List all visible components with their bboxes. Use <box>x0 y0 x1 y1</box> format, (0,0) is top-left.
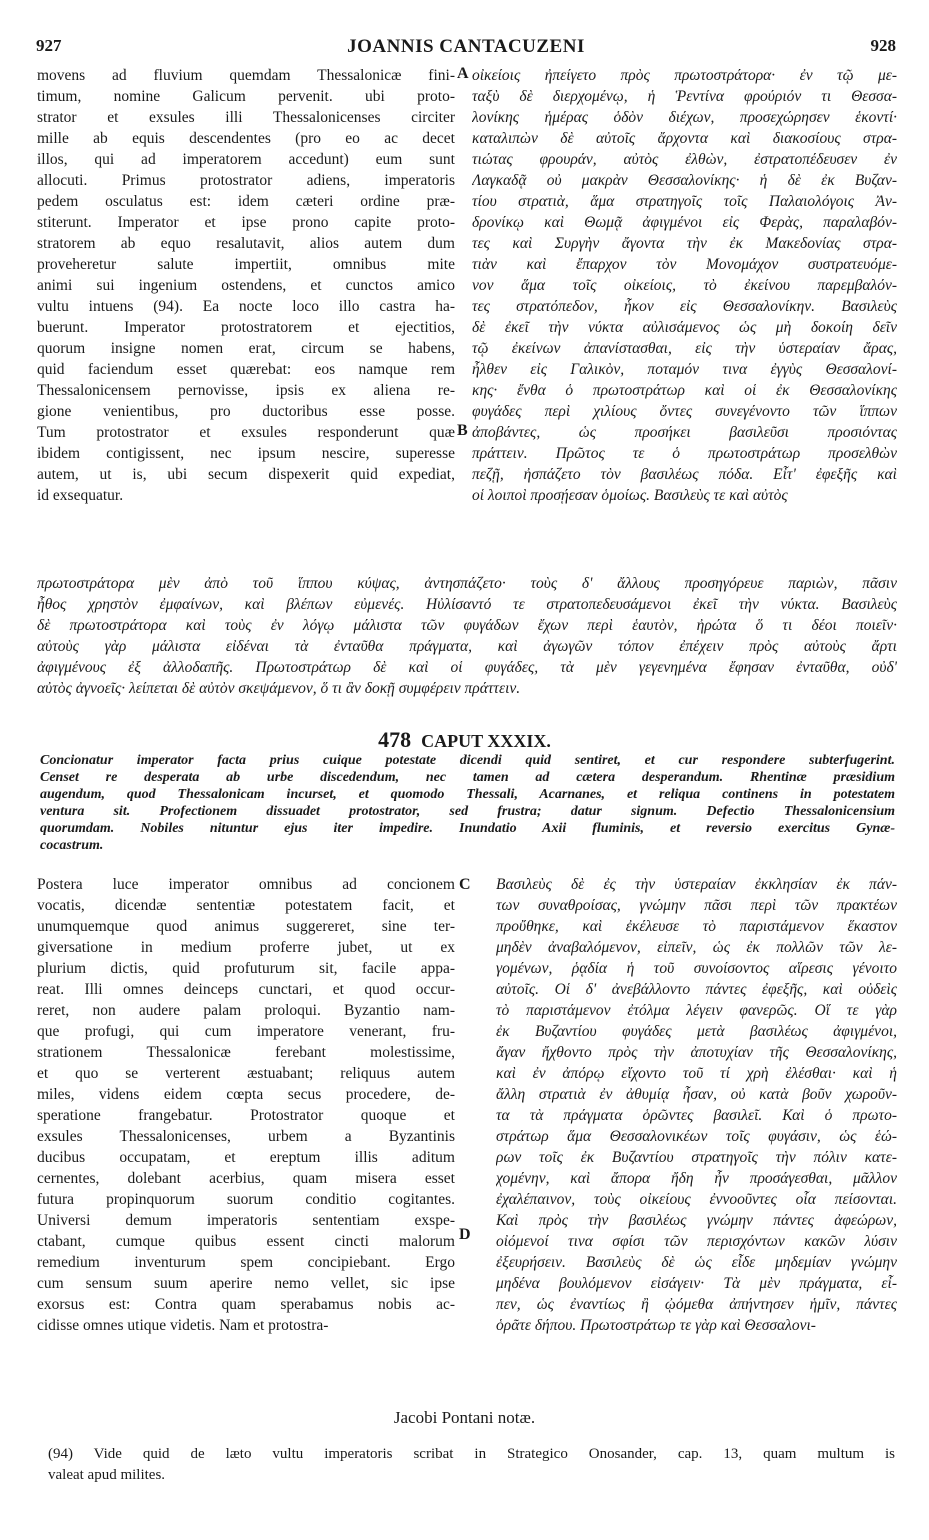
text-line: unumquemque quod animus suggereret, sine ter- <box>37 918 455 935</box>
text-line: strationem Thessalonicæ ferebant molestissime, <box>37 1044 455 1061</box>
text-line: quorum insigne nomen erat, circum se habens, <box>37 340 455 357</box>
text-line: mille ab equis descendentes (pro eo ac decet <box>37 130 455 147</box>
text-line: vocatis, dicendæ sententiæ potestatem facit, et <box>37 897 455 914</box>
text-line: ἀφιγμένους ἐξ ἀλλοδαπῆς. Πρωτοστράτωρ δὲ καὶ οἱ φυγάδες, τὰ μὲν γεγενημένα ἔφησαν ἐνταῦθα, οὐδ' <box>37 659 897 676</box>
text-line: αὐτοὺς γὰρ μάλιστα εἰδέναι τὰ ἐνταῦθα πράγματα, καὶ ἀγωγῶν τόπον ἐπέχειν πρὸς αὐτοὺς ἄρτι <box>37 638 897 655</box>
text-line: ducibus occupatam, et ereptum illis aditum <box>37 1149 455 1166</box>
text-line: quid faciendum esset quærebat: eos namque rem <box>37 361 455 378</box>
text-line: cocastrum. <box>40 838 104 853</box>
text-line: Tum protostrator et exsules responderunt quæ <box>37 424 455 441</box>
text-line: ibidem contigissent, nec ipsum nescire, superesse <box>37 445 455 462</box>
text-line: καὶ ἐν ἀπόρῳ εἴχοντο τοῦ τί χρὴ ἐλέσθαι· καὶ ἡ <box>496 1065 897 1082</box>
text-line: (94) Vide quid de læto vultu imperatoris scribat in Strategico Onosander, cap. 13, quam multum is <box>48 1446 895 1462</box>
page-header <box>36 36 896 62</box>
text-line: μηδὲν ἀναβαλόμενον, εἰπεῖν, ὡς ἐκ πολλῶν τῶν λε- <box>496 939 897 956</box>
text-line: illos, qui ad imperatorem accedunt) eum sunt <box>37 151 455 168</box>
text-line: δρονίκῳ καὶ Θωμᾷ ἀφιγμένοι εἰς Φερὰς, παραλαβόν- <box>472 214 897 231</box>
text-line: ταξὺ δὲ διερχομένῳ, ἡ Ῥεντίνα φρούριόν τι Θεσσα- <box>472 88 897 105</box>
text-line: ventura sit. Profectionem dissuadet protostrator, sed frustra; datur signum. Defectio Thessalonicensium <box>40 804 895 819</box>
text-line: γομένων, ῥᾳδία ἡ τοῦ συνοίσοντος αἵρεσις γένοιτο <box>496 960 897 977</box>
margin-marker-a: A <box>457 65 469 82</box>
text-line: autem, ut is, ubi secum dispexerit quid expediat, <box>37 466 455 483</box>
text-line: Postera luce imperator omnibus ad concionem <box>37 876 455 893</box>
text-line: τες καὶ Συργὴν ἄγοντα τὴν ἐκ Μακεδονίας στρα- <box>472 235 897 252</box>
text-line: vultu intuens (94). Ea nocte loco illo castra ha- <box>37 298 455 315</box>
text-line: ἄλλη στρατιὰ ἐν ἀθυμίᾳ ἦσαν, οὐ κατὰ βοῦν χωροῦν- <box>496 1086 897 1103</box>
text-line: πεν, ὡς ἐναντίως ἢ ᾠόμεθα ἀπήντησεν ἡμῖν, πάντες <box>496 1296 897 1313</box>
text-line: ἦλθεν εἰς Γαλικὸν, ποταμόν τινα ἐγγὺς Θεσσαλονί- <box>472 361 897 378</box>
text-line: speratione frangebatur. Protostrator quoque et <box>37 1107 455 1124</box>
text-line: τιὰν καὶ ἔπαρχον τὸν Μονομάχον συστρατευόμε- <box>472 256 897 273</box>
text-line: buerunt. Imperator protostratorem et ejectitios, <box>37 319 455 336</box>
text-line: αὐτοῖς. Οἱ δ' ἀνεβάλλοντο πάντες ἐφεξῆς, καὶ οὐδεὶς <box>496 981 897 998</box>
text-line: ctabant, cumque quibus essent cincti malorum <box>37 1233 455 1250</box>
greek-column-top <box>472 65 897 506</box>
text-line: λονίκης ἡμέρας ὁδὸν διέχων, προσεχώρησεν ἑκοντί· <box>472 109 897 126</box>
text-line: plurium dictis, quid profuturum sit, facile appa- <box>37 960 455 977</box>
text-line: κης· ἔνθα ὁ πρωτοστράτωρ καὶ οἱ ἐκ Θεσσαλονίκης <box>472 382 897 399</box>
text-line: Universi demum imperatoris sententiam exspe- <box>37 1212 455 1229</box>
text-line: Καὶ πρὸς τὴν βασιλέως γνώμην πάντες ἀφεώρων, <box>496 1212 897 1229</box>
text-line: strator et exsules illi Thessalonicenses circiter <box>37 109 455 126</box>
text-line: τὸ παριστάμενον ἐτόλμα λέγειν φανερῶς. Οἵ τε γὰρ <box>496 1002 897 1019</box>
text-line: cernentes, dolebant acerbius, quam misera esset <box>37 1170 455 1187</box>
text-line: στράτωρ ἅμα Θεσσαλονικέων τοῖς φυγάσιν, ὡς ἑώ- <box>496 1128 897 1145</box>
margin-marker-c: C <box>459 876 471 893</box>
text-line: ρων τοῖς ἐκ Βυζαντίου στρατηγοῖς τὴν πόλιν κατε- <box>496 1149 897 1166</box>
greek-full-width <box>37 573 897 699</box>
text-line: δὲ πρωτοστράτορα καὶ τοὺς ἐν λόγῳ μάλιστα τῶν φυγάδων ἔχων περὶ ἑαυτὸν, ἠρώτα ὅ τι δέοι ποιεῖν· <box>37 617 897 634</box>
text-line: ἦθος χρηστὸν ἐμφαίνων, καὶ βλέπων εὐμενές. Ηὐλίσαντό τε στρατοπεδευσάμενοι ἐκεῖ τὴν νύκτα. Βασιλεὺς <box>37 596 897 613</box>
page-number-right: 928 <box>870 36 896 55</box>
text-line: id exsequatur. <box>37 487 124 504</box>
chapter-number: 478 <box>378 727 412 752</box>
text-line: πράττειν. Πρῶτος τε ὁ πρωτοστράτωρ προσελθὼν <box>472 445 897 462</box>
text-line: των συναθροίσας, γνώμην πᾶσι περὶ τῶν πρακτέων <box>496 897 897 914</box>
text-line: exorsus est: Contra quam sperabamus nobis ac- <box>37 1296 455 1313</box>
text-line: πεζῇ, ἠσπάζετο τὸν βασιλέως πόδα. Εἶτ' ἐφεξῆς καὶ <box>472 466 897 483</box>
text-line: τίου στρατιὰ, ἅμα στρατηγοῖς τοῖς Παλαιολόγοις Ἀν- <box>472 193 897 210</box>
margin-marker-b: B <box>457 422 468 439</box>
chapter-heading <box>0 727 929 753</box>
text-line: remedium inventurum spem concipiebant. Ergo <box>37 1254 455 1271</box>
text-line: δὲ ἐκεῖ τὴν νύκτα αὐλισάμενος ὡς μὴ δοκοίη δεῖν <box>472 319 897 336</box>
text-line: τες στρατόπεδον, ἧκον εἰς Θεσσαλονίκην. Βασιλεὺς <box>472 298 897 315</box>
text-line: ἄγαν ἤχθοντο πρὸς τὴν ἀποτυχίαν τῆς Θεσσαλονίκης, <box>496 1044 897 1061</box>
text-line: cidisse omnes utique videtis. Nam et protostra- <box>37 1317 329 1334</box>
text-line: τιώτας φρουράν, αὐτὸς ἐλθὼν, ἐστρατοπέδευσεν ἐν <box>472 151 897 168</box>
text-line: pedem osculatus est: idem cæteri ordine præ- <box>37 193 455 210</box>
text-line: cum sensum suum aperire nemo vellet, sic ipse <box>37 1275 455 1292</box>
text-line: οἰκείοις ἠπείγετο πρὸς πρωτοστράτορα· ἐν τῷ με- <box>472 67 897 84</box>
text-line: miles, videns eidem cœpta secus procedere, de- <box>37 1086 455 1103</box>
latin-column-top <box>37 65 455 506</box>
greek-column-bottom <box>496 874 897 1336</box>
text-line: Λαγκαδᾷ οὐ μακρὰν Θεσσαλονίκης· ἡ δὲ ἐκ Βυζαν- <box>472 172 897 189</box>
text-line: que profugi, qui cum imperatore venerant, fru- <box>37 1023 455 1040</box>
text-line: giversatione in medium proferre jubet, ut ex <box>37 939 455 956</box>
margin-marker-d: D <box>459 1226 471 1243</box>
text-line: exsules Thessalonicenses, urbem a Byzantinis <box>37 1128 455 1145</box>
text-line: reret, non audere palam proloqui. Byzantio nam- <box>37 1002 455 1019</box>
text-line: οἰόμενοί τινα σφίσι τῶν περισχόντων κακῶν λύσιν <box>496 1233 897 1250</box>
text-line: quorumdam. Nobiles nituntur ejus iter impedire. Inundatio Axii fluminis, et reversio exercitus Gynæ- <box>40 821 895 836</box>
text-line: πρωτοστράτορα μὲν ἀπὸ τοῦ ἵππου κύψας, ἀντησπάζετο· τοὺς δ' ἄλλους προσηγόρευε παριὼν, πᾶσιν <box>37 575 897 592</box>
text-line: timum, nomine Galicum pervenit. ubi proto- <box>37 88 455 105</box>
text-line: reat. Illi omnes deinceps cunctari, et quod occur- <box>37 981 455 998</box>
text-line: οἱ λοιποὶ προσῄεσαν ὁμοίως. Βασιλεὺς τε καὶ αὐτὸς <box>472 487 788 504</box>
text-line: ἀποβάντες, ὡς προσήκει βασιλεῦσι προσιόντας <box>472 424 897 441</box>
text-line: τα τὰ πράγματα ὁρῶντες βασιλεῖ. Καὶ ὁ πρωτο- <box>496 1107 897 1124</box>
text-line: movens ad fluvium quemdam Thessalonicæ fini- <box>37 67 455 84</box>
text-line: Βασιλεὺς δὲ ἐς τὴν ὑστεραίαν ἐκκλησίαν ἐκ πάν- <box>496 876 897 893</box>
text-line: μηδένα βουλόμενον εἰσάγειν· Τὰ μὲν πράγματα, εἶ- <box>496 1275 897 1292</box>
page-number-left: 927 <box>36 36 62 55</box>
running-title: JOANNIS CANTACUZENI <box>347 36 585 57</box>
text-line: νον ἅμα τοῖς οἰκείοις, τὸ ἐκείνου παρεμβαλόν- <box>472 277 897 294</box>
text-line: Thessalonicensem pernovisse, ipsis ex aliena re- <box>37 382 455 399</box>
text-line: stratorem ab equo resalutavit, alios autem dum <box>37 235 455 252</box>
latin-column-bottom <box>37 874 455 1336</box>
text-line: ἐκ Βυζαντίου φυγάδες μετὰ βασιλέως ἀφιγμένοι, <box>496 1023 897 1040</box>
text-line: τῷ ἐκείνων ἀπανίστασθαι, εἰς τὴν ὑστεραίαν ἄρας, <box>472 340 897 357</box>
text-line: ὁρᾶτε δήπου. Πρωτοστράτωρ τε γὰρ καὶ Θεσσαλονι- <box>496 1317 816 1334</box>
chapter-summary <box>40 752 895 854</box>
text-line: φυγάδες περὶ χιλίους ὄντες συνεγένοντο τῶν ἵππων <box>472 403 897 420</box>
text-line: ἐξευρήσειν. Βασιλεὺς δὲ ὡς εἶδε μηδεμίαν γνώμην <box>496 1254 897 1271</box>
notes-title: Jacobi Pontani notæ. <box>393 1408 536 1427</box>
text-line: augendum, quod Thessalonicam incurset, et quomodo Thessali, Acarnanes, et reliqua continens in potestatem <box>40 787 895 802</box>
chapter-caput: CAPUT XXXIX. <box>421 731 551 751</box>
text-line: Censet re desperata ab urbe discedendum, nec tamen ad cætera desperandum. Rhentinæ præsidium <box>40 770 895 785</box>
text-line: gione venientibus, pro ductoribus esse posse. <box>37 403 455 420</box>
text-line: valeat apud milites. <box>48 1467 166 1483</box>
text-line: allocuti. Primus protostrator adiens, imperatoris <box>37 172 455 189</box>
text-line: αὐτὸς ἀγνοεῖς· λείπεται δὲ αὐτὸν σκεψάμενον, ὅ τι ἂν δοκῇ συμφέρειν πράττειν. <box>37 680 521 697</box>
text-line: proveheretur salute impertiit, omnibus mite <box>37 256 455 273</box>
text-line: futura propinquorum suorum conditio cogitantes. <box>37 1191 455 1208</box>
text-line: stiterunt. Imperator et ipse prono capite proto- <box>37 214 455 231</box>
text-line: ἐχαλέπαινον, τοὺς οἰκείους ἐννοοῦντες οἷα πείσονται. <box>496 1191 897 1208</box>
text-line: προὔθηκε, καὶ ἐκέλευσε τὸ παριστάμενον ἕκαστον <box>496 918 897 935</box>
text-line: Concionatur imperator facta prius cuique potestate dicendi quid sentiret, et cur respondere subterfugerint. <box>40 753 895 768</box>
text-line: χομένην, καὶ ἄπορα ἤδη ἦν προσάγεσθαι, μᾶλλον <box>496 1170 897 1187</box>
text-line: et quo se verterent æstuabant; reliquus autem <box>37 1065 455 1082</box>
text-line: καταλιπὼν δὲ αὐτοῖς ἄρχοντα καὶ διακοσίους στρα- <box>472 130 897 147</box>
text-line: animi sui ingenium ostendens, et cunctos amico <box>37 277 455 294</box>
footnote <box>48 1444 895 1486</box>
